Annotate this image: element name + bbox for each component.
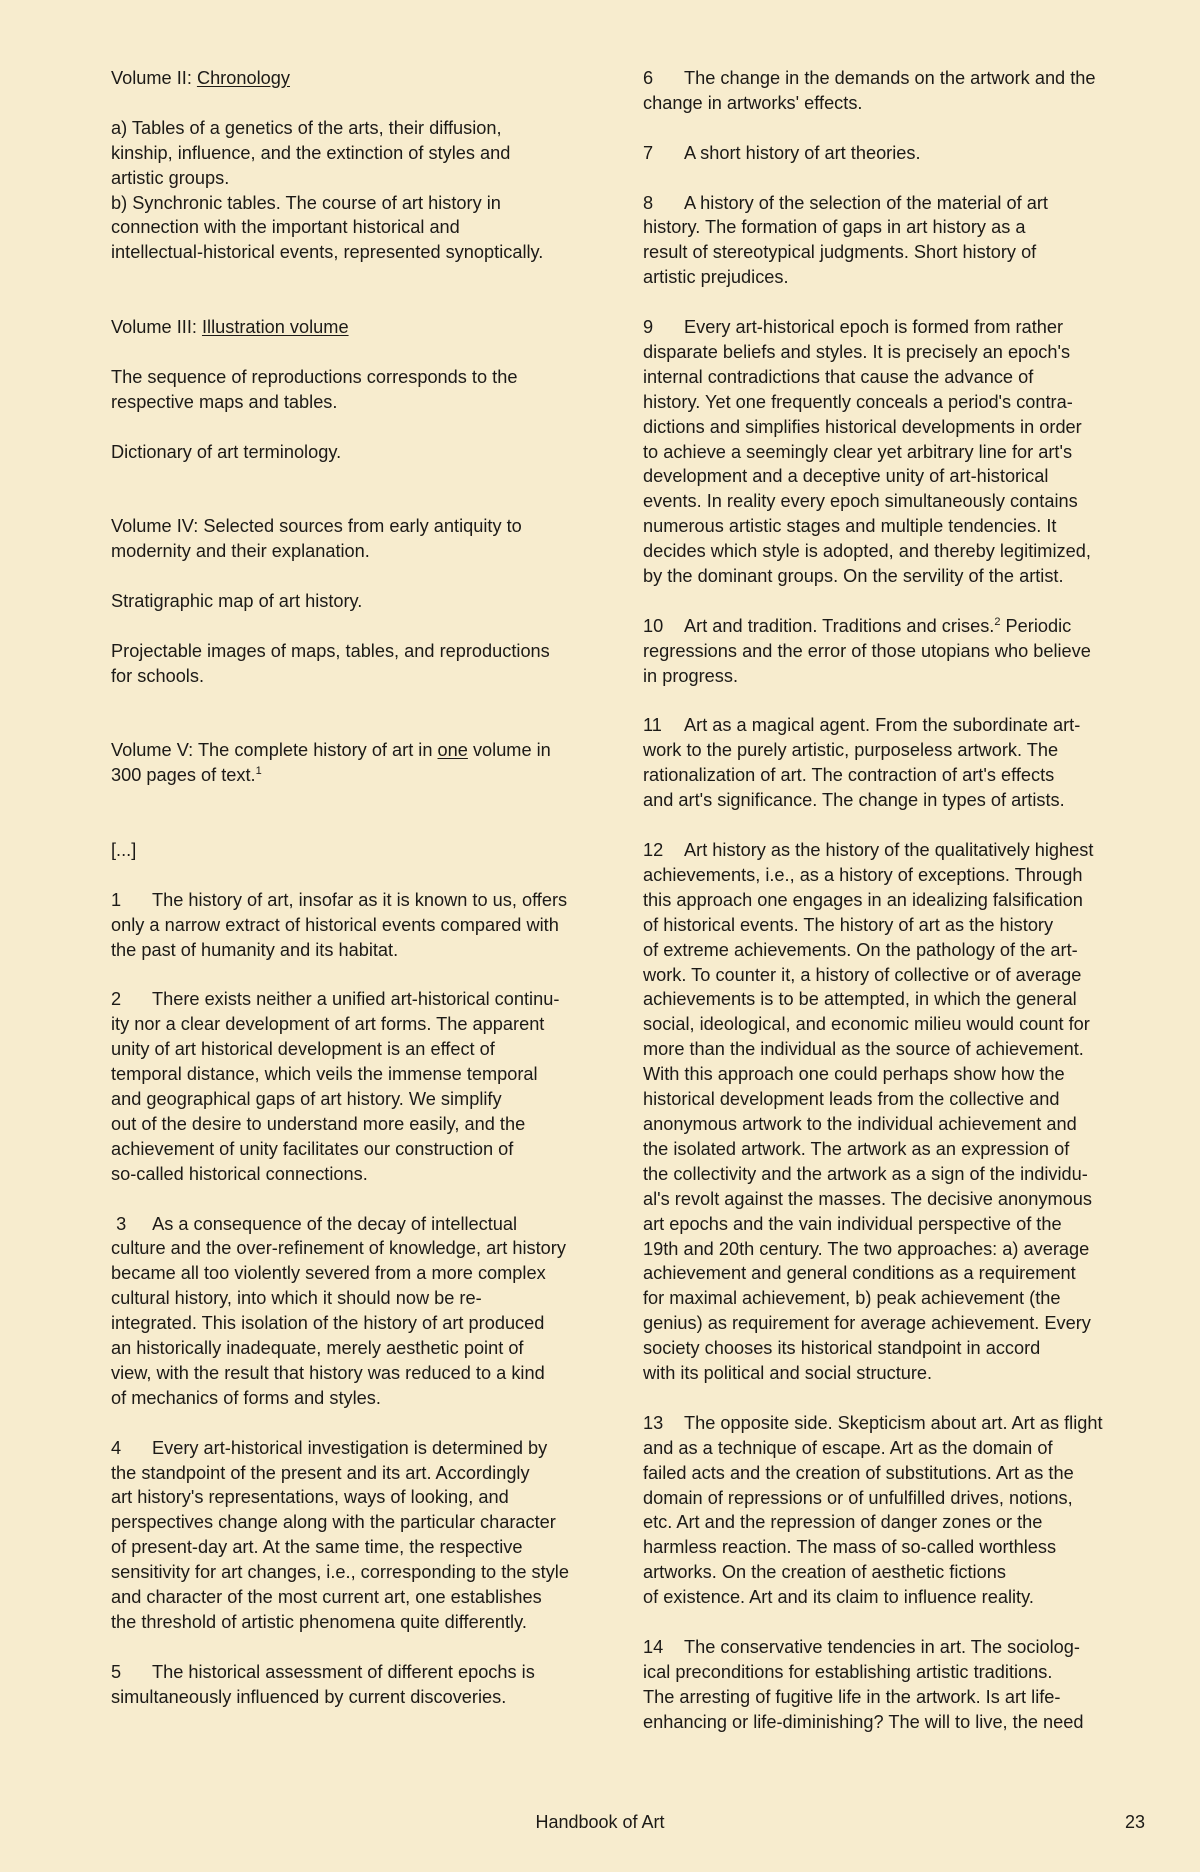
item-number: 7 <box>643 142 654 163</box>
numbered-item-6 <box>643 66 1153 116</box>
footnote-ref-1: 1 <box>255 765 262 778</box>
volume-3-heading <box>111 315 626 340</box>
item-text: Art history as the history of the qualitatively highest achievements, i.e., as a history of exceptions. Through this approach one engages in an idealizing falsification of historical events. The history of art as the history of extreme achievements. On the pathology of the art- work. To counter it, a history of collective or of average achievements is to be attempted, in which the general social, ideological, and economic milieu would count for more than the individual as the source of achievement. With this approach one could perhaps show how the historical development leads from the collective and anonymous artwork to the individual achievement and the isolated artwork. The artwork as an expression of the collectivity and the artwork as a sign of the individu- al's revolt against the masses. The decisive anonymous art epochs and the vain individual perspective of the 19th and 20th century. The two approaches: a) average achievement and general conditions as a requirement for maximal achievement, b) peak achievement (the genius) as requirement for average achievement. Every society chooses its historical standpoint in accord with its political and social structure. <box>643 840 1094 1384</box>
volume-5-text-start: Volume V: The complete history of art in <box>111 740 438 761</box>
numbered-item-2 <box>111 987 626 1186</box>
numbered-item-8 <box>643 191 1153 291</box>
footnote-ref-2: 2 <box>994 615 1001 628</box>
numbered-item-4 <box>111 1436 626 1635</box>
numbered-item-5 <box>111 1660 626 1710</box>
item-text-continued: Periodic regressions and the error of those utopians who believe in progress. <box>643 615 1091 686</box>
item-number: 14 <box>643 1636 664 1657</box>
volume-2-item-a: a) Tables of a genetics of the arts, their diffusion, kinship, influence, and the extinction of styles and artistic groups. <box>111 117 511 188</box>
volume-4-projectable-images: Projectable images of maps, tables, and reproductions for schools. <box>111 640 550 686</box>
item-text: Art and tradition. Traditions and crises. <box>684 615 995 636</box>
volume-2-item-b: b) Synchronic tables. The course of art history in connection with the important historical and intellectual-historical events, represented synoptically. <box>111 192 544 263</box>
item-text: There exists neither a unified art-historical continu- ity nor a clear development of art forms. The apparent unity of art historical development is an effect of temporal distance, which veils the immense temporal and geographical gaps of art history. We simplify out of the desire to understand more easily, and the achievement of unity facilitates our construction of so-called historical connections. <box>111 989 560 1184</box>
item-text: The change in the demands on the artwork and the change in artworks' effects. <box>643 68 1096 113</box>
item-text: As a consequence of the decay of intellectual culture and the over-refinement of knowledge, art history became all too violently severed from a more complex cultural history, into which it should now be re- integrated. This isolation of the history of art produced an historically inadequate, merely aesthetic point of view, with the result that history was reduced to a kind of mechanics of forms and styles. <box>111 1213 566 1408</box>
item-text: Every art-historical investigation is determined by the standpoint of the present and its art. Accordingly art history's representations, ways of looking, and perspectives change along with the particular character of present-day art. At the same time, the respective sensitivity for art changes, i.e., corresponding to the style and character of the most current art, one establishes the threshold of artistic phenomena quite differently. <box>111 1437 569 1632</box>
item-number: 10 <box>643 615 664 636</box>
numbered-item-13 <box>643 1411 1153 1610</box>
item-text: The historical assessment of different epochs is simultaneously influenced by current discoveries. <box>111 1661 535 1707</box>
volume-3-label: Volume III: <box>111 317 202 338</box>
item-number: 4 <box>111 1437 122 1458</box>
item-number: 8 <box>643 192 654 213</box>
volume-3-dictionary: Dictionary of art terminology. <box>111 441 342 462</box>
item-text: A short history of art theories. <box>684 142 921 163</box>
item-number: 13 <box>643 1412 664 1433</box>
volume-5-text-end: volume in 300 pages of text. <box>111 740 551 786</box>
volume-3-title: Illustration volume <box>201 317 349 338</box>
item-text: The opposite side. Skepticism about art. Art as flight and as a technique of escape. Art as the domain of failed acts and the creation of substitutions. Art as the domain of repressions or of unfulfilled drives, notions, etc. Art and the repression of danger zones or the harmless reaction. The mass of so-called worthless artworks. On the creation of aesthetic fictions of existence. Art and its claim to influence reality. <box>643 1412 1103 1608</box>
right-column <box>643 66 1153 1735</box>
volume-4-stratigraphic-map: Stratigraphic map of art history. <box>111 590 363 611</box>
item-number: 12 <box>643 840 664 860</box>
volume-2-label: Volume II: <box>111 68 197 88</box>
item-number: 9 <box>643 317 654 338</box>
ellipsis: [...] <box>111 839 137 860</box>
volume-3-paragraph: The sequence of reproductions corresponds to the respective maps and tables. <box>111 366 518 412</box>
numbered-item-3 <box>111 1212 626 1411</box>
page-number: 23 <box>1124 1812 1145 1832</box>
item-number: 5 <box>111 1661 122 1682</box>
item-text: Art as a magical agent. From the subordinate art- work to the purely artistic, purposeless artwork. The rationalization of art. The contraction of art's effects and art's significance. The change in types of artists. <box>643 715 1081 811</box>
item-number: 1 <box>111 889 122 910</box>
item-text: A history of the selection of the material of art history. The formation of gaps in art history as a result of stereotypical judgments. Short history of artistic prejudices. <box>643 192 1048 288</box>
numbered-item-10 <box>643 614 1153 689</box>
running-footer-title: Handbook of Art <box>535 1812 665 1832</box>
numbered-item-14 <box>643 1635 1153 1735</box>
numbered-item-12 <box>643 838 1153 1386</box>
volume-5-heading <box>111 738 626 788</box>
item-number: 6 <box>643 68 654 88</box>
numbered-item-1 <box>111 888 626 963</box>
item-number: 2 <box>111 989 122 1010</box>
item-text: Every art-historical epoch is formed from rather disparate beliefs and styles. It is precisely an epoch's internal contradictions that cause the advance of history. Yet one frequently conceals a period's contra- dictions and simplifies historical developments in order to achieve a seemingly clear yet arbitrary line for art's development and a deceptive unity of art-historical events. In reality every epoch simultaneously contains numerous artistic stages and multiple tendencies. It decides which style is adopted, and thereby legitimized, by the dominant groups. On the servility of the artist. <box>643 317 1091 587</box>
item-number: 3 <box>116 1213 127 1234</box>
volume-2-heading <box>111 66 626 91</box>
left-column <box>111 66 626 1710</box>
numbered-item-7 <box>643 141 1153 166</box>
item-number: 11 <box>643 715 662 736</box>
item-text: The conservative tendencies in art. The sociolog- ical preconditions for establishing artistic traditions. The arresting of fugitive life in the artwork. Is art life- enhancing or life-diminishing? The will to live, the need <box>643 1636 1084 1732</box>
numbered-item-11 <box>643 713 1153 813</box>
item-text: The history of art, insofar as it is known to us, offers only a narrow extract of historical events compared with the past of humanity and its habitat. <box>111 889 568 960</box>
numbered-item-9 <box>643 315 1153 589</box>
volume-5-underlined-one: one <box>437 740 468 761</box>
volume-2-title: Chronology <box>196 68 290 88</box>
volume-4-heading: Volume IV: Selected sources from early antiquity to modernity and their explanation. <box>111 516 522 562</box>
